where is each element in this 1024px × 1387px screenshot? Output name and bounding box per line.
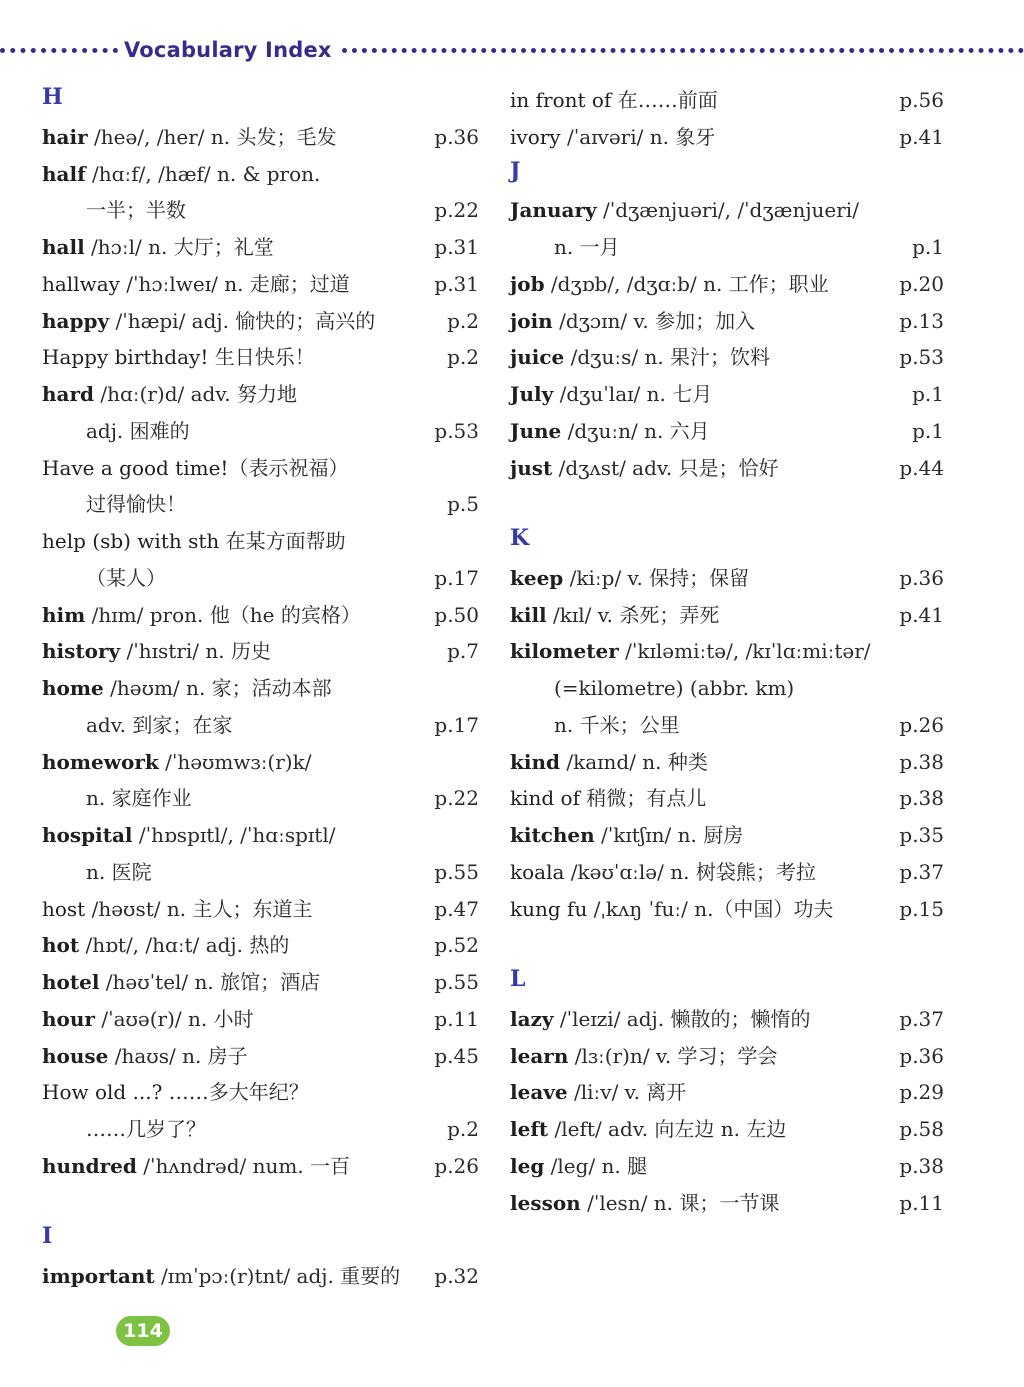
vocab-entry	[510, 266, 944, 302]
entry-text	[42, 376, 297, 412]
entry-text	[510, 560, 749, 596]
definition: 在某方面帮助	[219, 529, 346, 553]
headword: homework	[42, 749, 159, 774]
entry-continuation	[42, 780, 479, 816]
entry-text	[42, 1258, 400, 1294]
definition: /dʒuˈlaɪ/ n. 七月	[553, 382, 713, 406]
vocab-entry	[42, 597, 479, 633]
entry-continuation	[42, 560, 479, 596]
page-reference: p.53	[434, 418, 479, 443]
entry-text	[86, 560, 166, 596]
vocab-entry	[42, 376, 479, 412]
page-reference: p.36	[434, 124, 479, 149]
vocab-entry	[510, 597, 944, 633]
definition: /left/ adv. 向左边 n. 左边	[548, 1117, 787, 1141]
page-reference: p.55	[434, 859, 479, 884]
headword: happy	[42, 308, 110, 333]
vocab-entry	[510, 1185, 944, 1221]
headword: in front of	[510, 88, 612, 112]
page-reference: p.41	[899, 124, 944, 149]
page-reference: p.1	[912, 382, 944, 406]
entry-text	[510, 82, 718, 118]
entry-text	[42, 303, 375, 339]
page-reference: p.11	[434, 1006, 479, 1031]
entry-text	[42, 156, 320, 192]
definition: /dʒuːs/ n. 果汁；饮料	[564, 345, 771, 370]
headword: January	[510, 198, 597, 223]
section-letter-j: J	[510, 157, 521, 184]
headword: kung fu	[510, 896, 588, 921]
vocab-entry	[510, 82, 944, 118]
page-reference: p.47	[434, 896, 479, 921]
page-reference: p.1	[912, 235, 944, 259]
definition: /ɪmˈpɔː(r)tnt/ adj. 重要的	[154, 1264, 401, 1288]
section-letter-i: I	[42, 1223, 53, 1250]
headword: hospital	[42, 823, 133, 847]
definition: adv. 到家；在家	[86, 712, 233, 737]
vocab-entry	[510, 854, 944, 890]
entry-text	[510, 1185, 779, 1221]
page-reference: p.5	[447, 492, 479, 517]
definition: /hɒt/, /hɑːt/ adj. 热的	[79, 933, 290, 958]
headword: kill	[510, 602, 547, 627]
page-reference: p.1	[912, 418, 944, 443]
definition: /kiːp/ v. 保持；保留	[563, 565, 750, 590]
headword: Have a good time!	[42, 455, 229, 480]
entry-text	[42, 1038, 248, 1074]
definition: /dʒʌst/ adv. 只是；恰好	[552, 455, 779, 480]
vocab-entry	[42, 891, 479, 927]
page-reference: p.2	[447, 345, 479, 370]
definition: /lɜː(r)n/ v. 学习；学会	[568, 1043, 778, 1068]
page-reference: p.22	[434, 786, 479, 811]
entry-text	[510, 119, 715, 155]
page-reference: p.41	[899, 602, 944, 627]
entry-text	[42, 597, 361, 633]
page-reference: p.13	[899, 308, 944, 333]
definition: /leg/ n. 腿	[544, 1153, 648, 1178]
entry-text	[510, 1111, 786, 1147]
page-reference: p.11	[899, 1190, 944, 1215]
entry-text	[510, 450, 779, 486]
definition: ……几岁了？	[86, 1117, 206, 1141]
entry-text	[510, 1001, 810, 1037]
section-letter-l: L	[510, 966, 526, 992]
entry-text	[86, 1111, 206, 1147]
page-reference: p.44	[899, 455, 944, 480]
headword: hard	[42, 382, 95, 406]
entry-text	[42, 266, 350, 302]
entry-text	[510, 817, 743, 853]
entry-text	[42, 670, 332, 706]
headword: join	[510, 308, 553, 333]
vocab-entry	[42, 156, 479, 192]
page-reference: p.35	[899, 823, 944, 847]
page-reference: p.53	[899, 345, 944, 370]
vocab-entry	[42, 450, 479, 486]
page-reference: p.36	[899, 1043, 944, 1068]
headword: kind of	[510, 786, 580, 811]
entry-continuation	[42, 1111, 479, 1147]
vocab-entry	[510, 1038, 944, 1074]
headword: How old ...?	[42, 1080, 163, 1105]
page-reference: p.45	[434, 1043, 479, 1068]
definition: n. 家庭作业	[86, 786, 192, 811]
entry-text	[86, 707, 232, 743]
vocab-entry	[510, 780, 944, 816]
vocab-entry	[42, 927, 479, 963]
page-reference: p.55	[434, 970, 479, 994]
definition: （某人）	[86, 565, 166, 590]
entry-text	[510, 339, 770, 375]
entry-text	[42, 633, 271, 669]
vocab-entry	[510, 339, 944, 375]
entry-text	[510, 413, 710, 449]
page-reference: p.32	[434, 1264, 479, 1288]
page-reference: p.17	[434, 712, 479, 737]
header-dots-left	[0, 48, 118, 53]
definition: 在……前面	[611, 88, 718, 112]
vocab-entry	[42, 1074, 479, 1110]
headword: him	[42, 602, 86, 627]
definition: /hɑː(r)d/ adv. 努力地	[94, 382, 297, 406]
page-reference: p.52	[434, 933, 479, 958]
headword: leg	[510, 1153, 545, 1178]
vocab-entry	[42, 339, 479, 375]
entry-text	[510, 192, 859, 228]
vocab-entry	[510, 119, 944, 155]
definition: /həʊst/ n. 主人；东道主	[85, 896, 313, 921]
entry-continuation	[42, 707, 479, 743]
entry-text	[510, 1038, 778, 1074]
definition: /ˌkʌŋ ˈfuː/ n.（中国）功夫	[587, 896, 834, 921]
vocab-entry	[42, 1148, 479, 1184]
vocab-entry	[42, 670, 479, 706]
definition: /ˈhɒspɪtl/, /ˈhɑːspɪtl/	[132, 823, 336, 847]
entry-continuation	[510, 707, 944, 743]
entry-text	[510, 891, 833, 927]
entry-text	[510, 854, 816, 890]
vocab-entry	[510, 303, 944, 339]
entry-text	[86, 854, 152, 890]
vocab-entry	[42, 1258, 479, 1294]
page-reference: p.17	[434, 565, 479, 590]
entry-text	[510, 597, 719, 633]
definition: /kɪl/ v. 杀死；弄死	[546, 602, 720, 627]
entry-text	[42, 891, 312, 927]
page-reference: p.31	[434, 235, 479, 259]
definition: /hɔːl/ n. 大厅；礼堂	[84, 235, 274, 259]
definition: /ˈdʒænjuəri/, /ˈdʒænjueri/	[596, 198, 859, 223]
vocab-entry	[42, 229, 479, 265]
vocab-entry	[42, 119, 479, 155]
definition: /həʊˈtel/ n. 旅馆；酒店	[99, 970, 321, 994]
section-letter-k: K	[510, 525, 530, 551]
definition: /ˈhəʊmwɜː(r)k/	[158, 749, 312, 774]
page-reference: p.58	[899, 1117, 944, 1141]
entry-text	[510, 780, 706, 816]
definition: /haʊs/ n. 房子	[108, 1043, 248, 1068]
entry-text	[510, 744, 708, 780]
page-number-badge: 114	[116, 1316, 170, 1346]
page-reference: p.26	[434, 1153, 479, 1178]
entry-continuation	[510, 229, 944, 265]
entry-text	[86, 486, 186, 522]
headword: hundred	[42, 1153, 137, 1178]
vocab-entry	[42, 744, 479, 780]
page-reference: p.2	[447, 308, 479, 333]
vocab-entry	[510, 891, 944, 927]
definition: (=kilometre) (abbr. km)	[554, 676, 795, 700]
page-reference: p.15	[899, 896, 944, 921]
header-title: Vocabulary Index	[124, 38, 332, 62]
definition: ……多大年纪？	[162, 1080, 309, 1105]
definition: 一半；半数	[86, 198, 186, 223]
definition: 生日快乐！	[208, 345, 315, 370]
entry-text	[510, 266, 829, 302]
headword: important	[42, 1264, 155, 1288]
page-reference: p.36	[899, 565, 944, 590]
page-reference: p.20	[899, 271, 944, 296]
definition: /ˈhɔːlweɪ/ n. 走廊；过道	[119, 271, 350, 296]
headword: hour	[42, 1006, 95, 1031]
headword: kilometer	[510, 639, 619, 664]
headword: half	[42, 161, 86, 186]
headword: left	[510, 1117, 549, 1141]
entry-continuation	[510, 670, 944, 706]
page-reference: p.22	[434, 198, 479, 223]
headword: Happy birthday!	[42, 345, 209, 370]
entry-text	[42, 450, 348, 486]
vocab-entry	[42, 266, 479, 302]
headword: lazy	[510, 1006, 554, 1031]
headword: host	[42, 896, 86, 921]
entry-continuation	[42, 413, 479, 449]
definition: /ˈaʊə(r)/ n. 小时	[94, 1006, 254, 1031]
definition: （表示祝福）	[228, 455, 349, 480]
headword: just	[510, 455, 553, 480]
entry-text	[86, 192, 186, 228]
entry-text	[554, 670, 794, 706]
entry-text	[510, 1148, 647, 1184]
headword: ivory	[510, 124, 561, 149]
headword: home	[42, 676, 104, 700]
entry-text	[510, 1074, 686, 1110]
entry-text	[554, 229, 620, 265]
definition: /ˈaɪvəri/ n. 象牙	[560, 124, 716, 149]
definition: /ˈhæpi/ adj. 愉快的；高兴的	[109, 308, 376, 333]
definition: /dʒɔɪn/ v. 参加；加入	[552, 308, 756, 333]
definition: /ˈhʌndrəd/ num. 一百	[136, 1153, 351, 1178]
page-reference: p.37	[899, 859, 944, 884]
vocab-entry	[510, 1111, 944, 1147]
vocab-entry	[42, 817, 479, 853]
headword: learn	[510, 1043, 569, 1068]
definition: /ˈlesn/ n. 课；一节课	[580, 1190, 780, 1215]
vocab-entry	[510, 560, 944, 596]
entry-text	[42, 339, 315, 375]
definition: /ˈkɪləmiːtə/, /kɪˈlɑːmiːtər/	[618, 639, 871, 664]
definition: /dʒɒb/, /dʒɑːb/ n. 工作；职业	[544, 271, 829, 296]
entry-text	[510, 633, 871, 669]
definition: /liːv/ v. 离开	[567, 1080, 687, 1105]
headword: job	[510, 271, 545, 296]
vocab-entry	[510, 744, 944, 780]
headword: hall	[42, 235, 85, 259]
vocab-entry	[42, 303, 479, 339]
page-reference: p.38	[899, 786, 944, 811]
entry-text	[42, 1074, 309, 1110]
definition: n. 一月	[554, 235, 620, 259]
vocab-entry	[42, 1001, 479, 1037]
headword: hair	[42, 124, 88, 149]
entry-text	[42, 964, 320, 1000]
definition: /heə/, /her/ n. 头发；毛发	[87, 124, 337, 149]
headword: hot	[42, 933, 80, 958]
headword: juice	[510, 345, 565, 370]
page-reference: p.38	[899, 1153, 944, 1178]
definition: 稍微；有点儿	[580, 786, 707, 811]
page-reference: p.29	[899, 1080, 944, 1105]
vocab-entry	[510, 817, 944, 853]
definition: /ˈkɪtʃɪn/ n. 厨房	[594, 823, 744, 847]
page-reference: p.2	[447, 1117, 479, 1141]
headword: house	[42, 1043, 109, 1068]
vocab-entry	[510, 1074, 944, 1110]
page-reference: p.37	[899, 1006, 944, 1031]
header-dots-right	[342, 48, 1024, 53]
entry-text	[42, 229, 274, 265]
vocab-entry	[510, 192, 944, 228]
entry-text	[42, 1001, 254, 1037]
entry-text	[42, 927, 289, 963]
section-letter-h: H	[42, 84, 63, 110]
entry-text	[510, 303, 755, 339]
vocab-entry	[510, 450, 944, 486]
page-reference: p.38	[899, 749, 944, 774]
headword: help (sb) with sth	[42, 529, 220, 553]
vocab-entry	[42, 633, 479, 669]
headword: kind	[510, 749, 560, 774]
definition: /kaɪnd/ n. 种类	[559, 749, 708, 774]
page-reference: p.7	[447, 639, 479, 664]
headword: lesson	[510, 1190, 581, 1215]
entry-text	[510, 376, 712, 412]
headword: koala	[510, 859, 565, 884]
entry-text	[42, 817, 335, 853]
headword: kitchen	[510, 823, 595, 847]
page-reference: p.56	[899, 88, 944, 112]
vocab-entry	[42, 964, 479, 1000]
vocab-entry	[510, 1001, 944, 1037]
entry-text	[42, 523, 346, 559]
headword: keep	[510, 565, 564, 590]
headword: hotel	[42, 970, 100, 994]
entry-continuation	[42, 854, 479, 890]
definition: /dʒuːn/ n. 六月	[561, 418, 710, 443]
page-reference: p.26	[899, 712, 944, 737]
definition: /kəʊˈɑːlə/ n. 树袋熊；考拉	[564, 859, 816, 884]
page-reference: p.50	[434, 602, 479, 627]
entry-text	[42, 744, 311, 780]
entry-text	[554, 707, 680, 743]
headword: leave	[510, 1080, 568, 1105]
headword: July	[510, 382, 554, 406]
vocab-entry	[42, 1038, 479, 1074]
definition: /ˈleɪzi/ adj. 懒散的；懒惰的	[553, 1006, 811, 1031]
vocab-entry	[510, 376, 944, 412]
definition: n. 医院	[86, 859, 152, 884]
entry-text	[42, 1148, 350, 1184]
page-reference: p.31	[434, 271, 479, 296]
vocab-entry	[510, 1148, 944, 1184]
vocab-entry	[510, 633, 944, 669]
entry-text	[86, 413, 190, 449]
headword: June	[510, 418, 562, 443]
definition: n. 千米；公里	[554, 712, 680, 737]
entry-continuation	[42, 486, 479, 522]
vocab-entry	[510, 413, 944, 449]
vocab-entry	[42, 523, 479, 559]
definition: /həʊm/ n. 家；活动本部	[103, 676, 332, 700]
definition: 过得愉快！	[86, 492, 186, 517]
entry-text	[42, 119, 336, 155]
definition: adj. 困难的	[86, 418, 190, 443]
entry-continuation	[42, 192, 479, 228]
headword: history	[42, 639, 121, 664]
definition: /ˈhɪstri/ n. 历史	[120, 639, 271, 664]
definition: /hɑːf/, /hæf/ n. & pron.	[85, 161, 321, 186]
headword: hallway	[42, 271, 120, 296]
definition: /hɪm/ pron. 他（he 的宾格）	[85, 602, 361, 627]
entry-text	[86, 780, 192, 816]
